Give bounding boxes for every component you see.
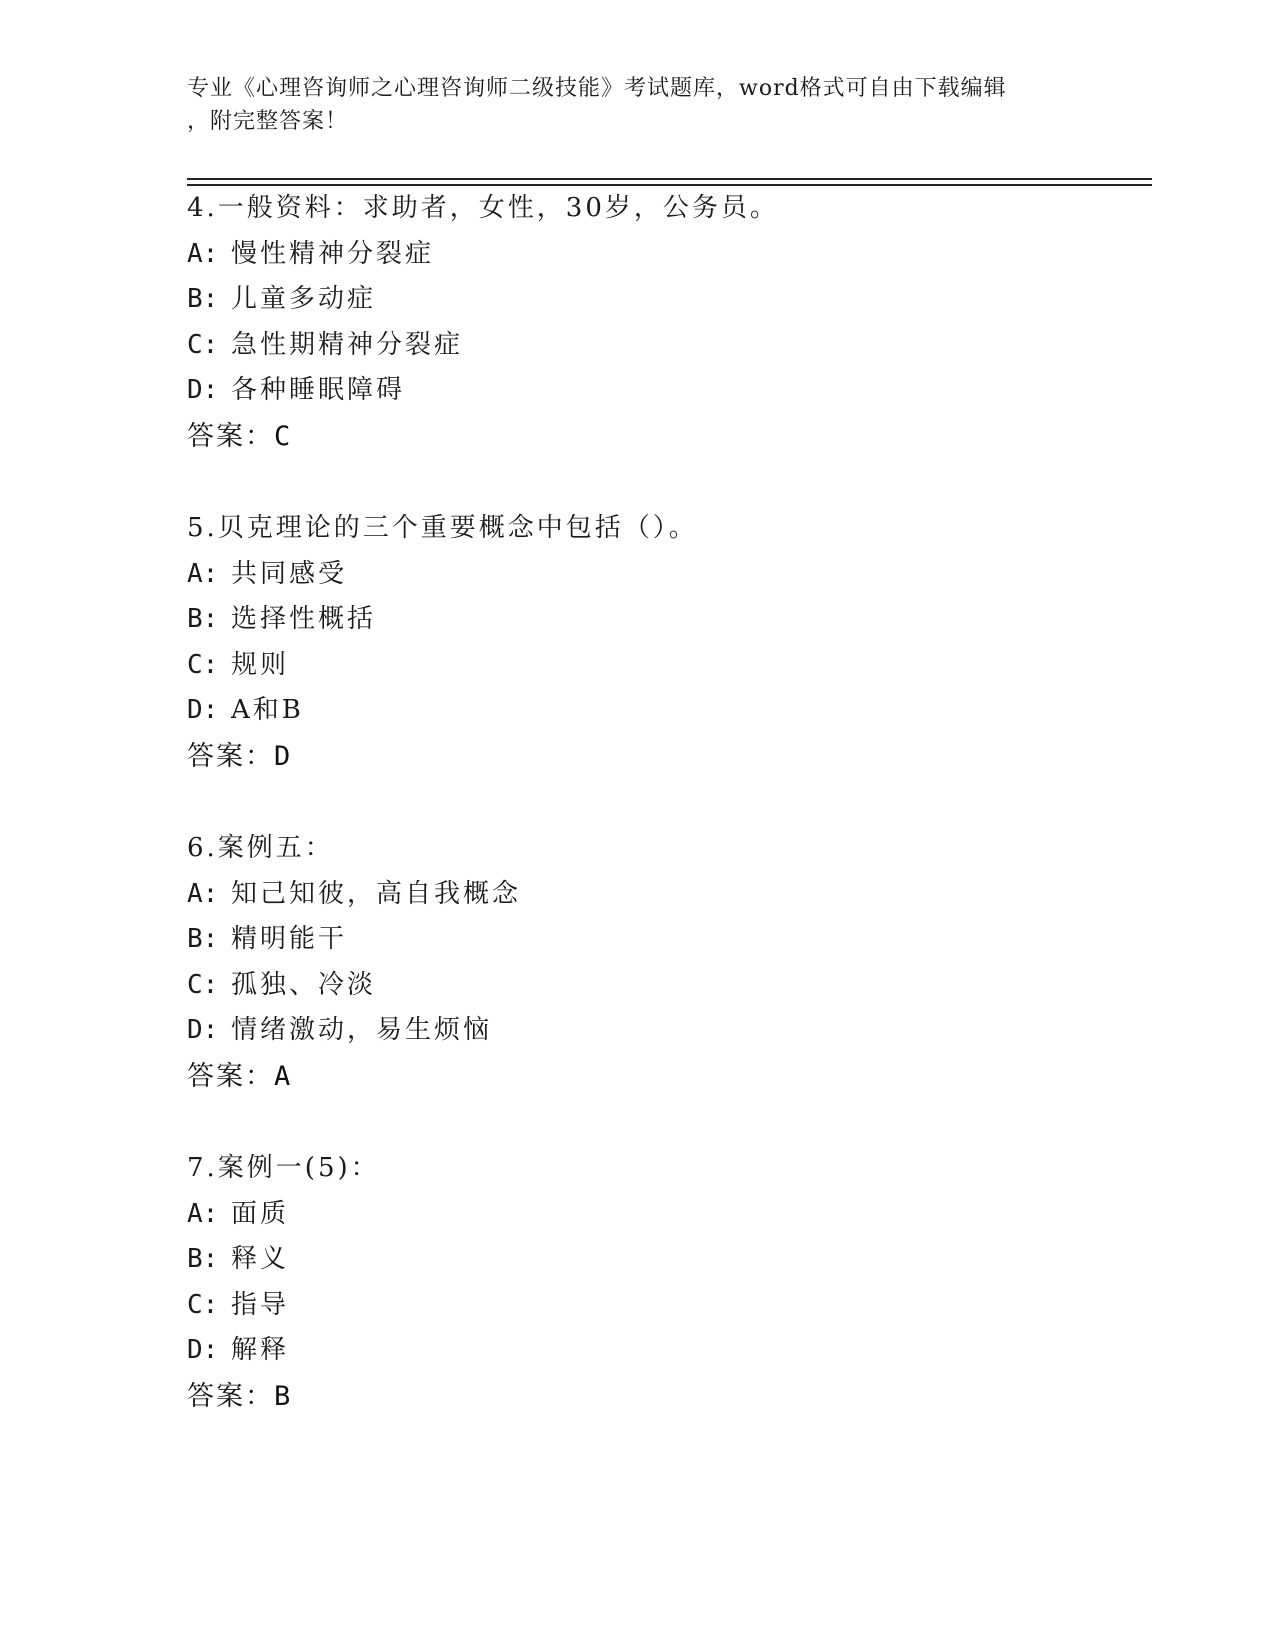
answer-line [187, 414, 1137, 460]
option-text: 孤独、冷淡 [231, 969, 377, 1000]
answer-value: D [274, 740, 291, 772]
option-letter: A: [187, 1198, 219, 1229]
document-header [187, 72, 1067, 138]
option-letter: D: [187, 695, 219, 726]
answer-label: 答案： [187, 1380, 274, 1412]
option-text: 解释 [231, 1335, 290, 1366]
option-letter: C: [187, 649, 219, 680]
option-text: 儿童多动症 [231, 284, 377, 315]
option-letter: C: [187, 969, 219, 1000]
option-text: 面质 [231, 1198, 290, 1229]
option-letter: D: [187, 375, 219, 406]
option-letter: A: [187, 878, 219, 909]
question-stem: 5.贝克理论的三个重要概念中包括（）。 [187, 513, 698, 543]
option-text: 急性期精神分裂症 [231, 329, 464, 360]
option-c [187, 643, 1137, 689]
option-letter: B: [187, 924, 219, 955]
option-letter: C: [187, 1289, 219, 1320]
answer-line [187, 1054, 1137, 1100]
question-item [187, 506, 1137, 780]
option-letter: B: [187, 284, 219, 315]
question-item [187, 1146, 1137, 1420]
header-line-1: 专业《心理咨询师之心理咨询师二级技能》考试题库，word格式可自由下载编辑 [187, 76, 1007, 101]
option-text: 共同感受 [231, 558, 348, 589]
option-a [187, 552, 1137, 598]
option-b [187, 917, 1137, 963]
question-item [187, 826, 1137, 1100]
question-stem: 6.案例五： [187, 833, 334, 863]
option-c [187, 963, 1137, 1009]
option-b [187, 597, 1137, 643]
option-text: A和B [231, 695, 304, 726]
option-text: 情绪激动，易生烦恼 [231, 1015, 493, 1046]
option-text: 各种睡眠障碍 [231, 375, 406, 406]
answer-label: 答案： [187, 740, 274, 772]
option-d [187, 688, 1137, 734]
option-letter: A: [187, 558, 219, 589]
option-b [187, 277, 1137, 323]
option-letter: D: [187, 1335, 219, 1366]
header-divider-top [187, 178, 1152, 180]
answer-line [187, 734, 1137, 780]
option-letter: D: [187, 1015, 219, 1046]
answer-value: B [274, 1380, 291, 1412]
option-text: 释义 [231, 1244, 290, 1275]
option-a [187, 232, 1137, 278]
option-a [187, 1192, 1137, 1238]
option-text: 指导 [231, 1289, 290, 1320]
option-text: 知己知彼，高自我概念 [231, 878, 522, 909]
option-letter: C: [187, 329, 219, 360]
question-item [187, 186, 1137, 460]
option-text: 慢性精神分裂症 [231, 238, 435, 269]
question-stem: 7.案例一(5)： [187, 1153, 380, 1183]
option-d [187, 1008, 1137, 1054]
option-c [187, 1283, 1137, 1329]
answer-line [187, 1374, 1137, 1420]
option-letter: B: [187, 1244, 219, 1275]
answer-value: A [274, 1060, 291, 1092]
option-d [187, 368, 1137, 414]
question-stem: 4.一般资料：求助者，女性，30岁，公务员。 [187, 193, 779, 223]
option-c [187, 323, 1137, 369]
answer-value: C [274, 420, 291, 452]
answer-label: 答案： [187, 1060, 274, 1092]
option-a [187, 872, 1137, 918]
option-letter: B: [187, 604, 219, 635]
option-b [187, 1237, 1137, 1283]
answer-label: 答案： [187, 420, 274, 452]
option-text: 选择性概括 [231, 604, 377, 635]
option-text: 规则 [231, 649, 290, 680]
option-letter: A: [187, 238, 219, 269]
option-text: 精明能干 [231, 924, 348, 955]
header-line-2: ，附完整答案！ [187, 109, 349, 134]
option-d [187, 1328, 1137, 1374]
